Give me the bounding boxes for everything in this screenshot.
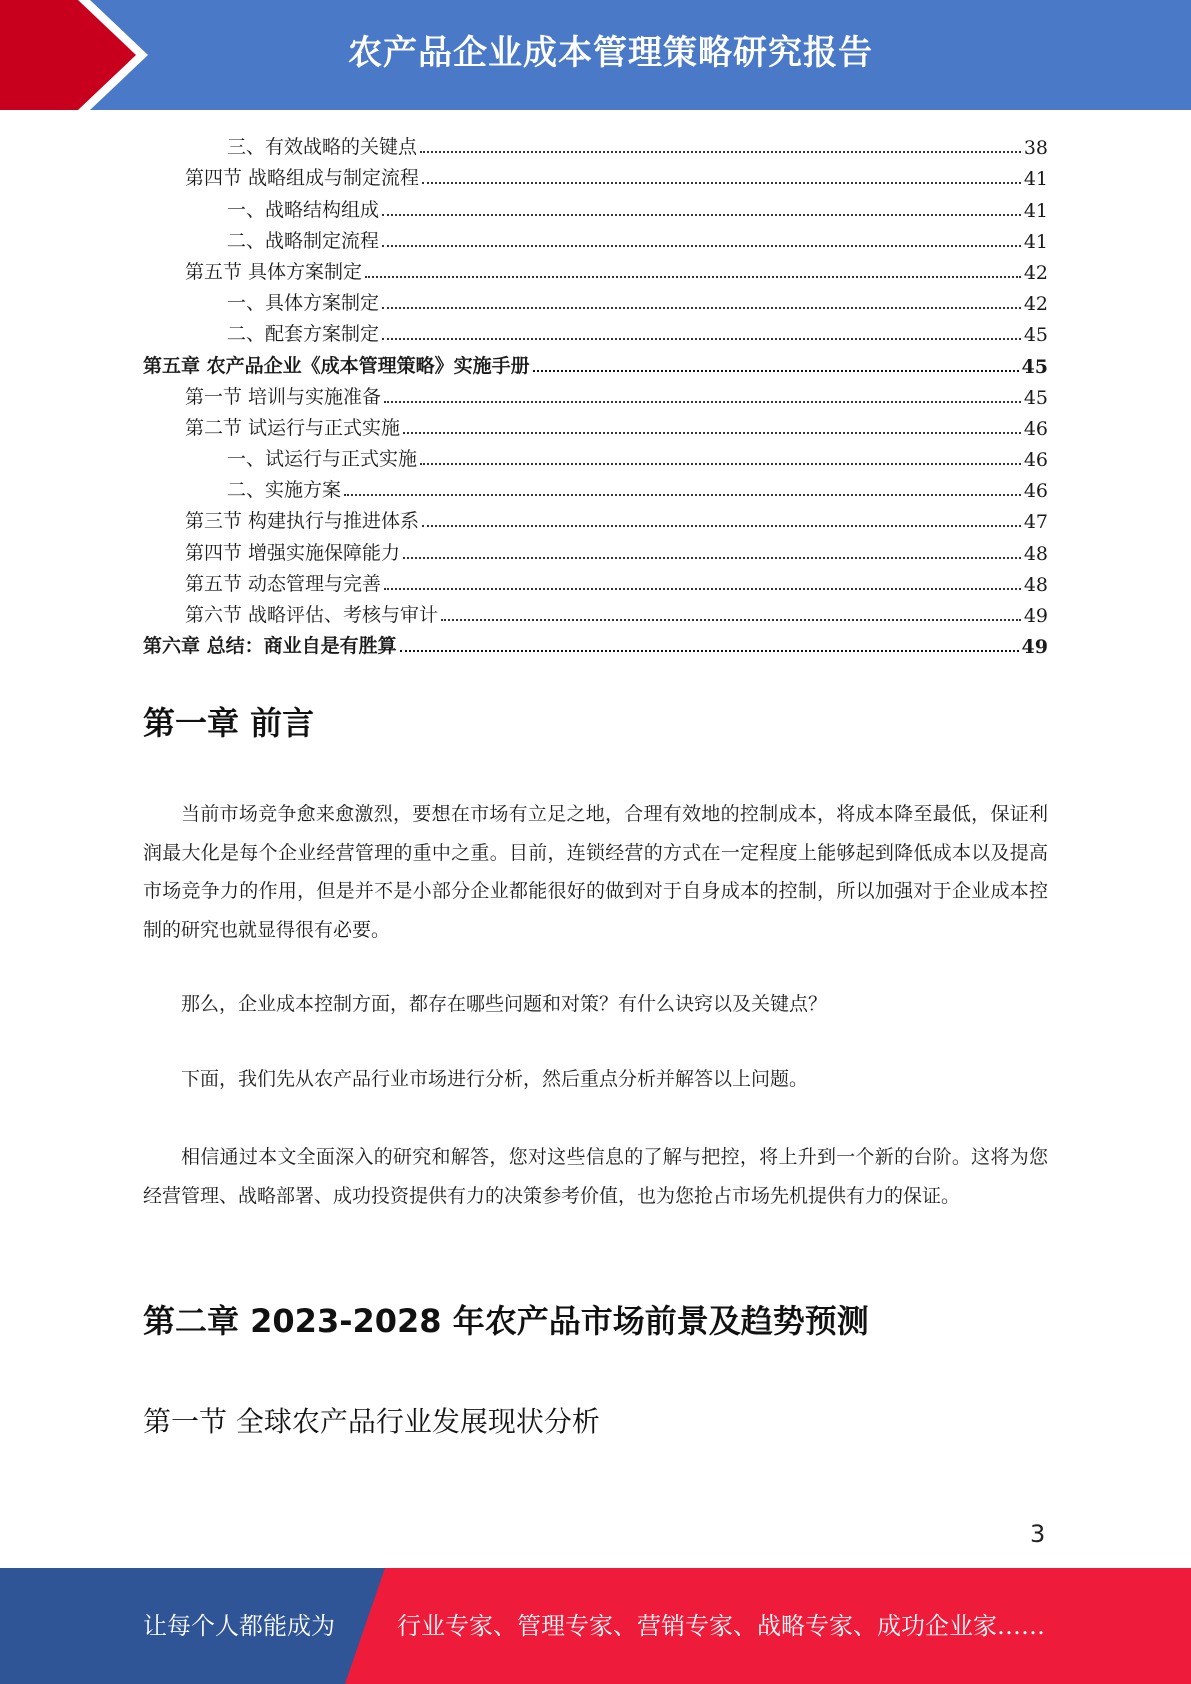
toc-entry-page: 42	[1023, 261, 1048, 284]
toc-entry[interactable]	[143, 222, 1048, 253]
toc-entry-page: 48	[1023, 542, 1048, 565]
toc-leader-dots	[403, 431, 1021, 434]
toc-entry-page: 46	[1023, 417, 1048, 440]
toc-entry-label: 第四节 增强实施保障能力	[185, 541, 401, 564]
toc-entry-label: 二、配套方案制定	[227, 323, 380, 346]
page-footer	[0, 1568, 1191, 1684]
table-of-contents	[143, 128, 1048, 658]
toc-entry-label: 第一节 培训与实施准备	[185, 385, 382, 408]
toc-entry-page: 47	[1023, 511, 1048, 534]
toc-entry[interactable]	[143, 627, 1048, 658]
paragraph-1: 当前市场竞争愈来愈激烈，要想在市场有立足之地，合理有效地的控制成本，将成本降至最低，保证利润最大化是每个企业经营管理的重中之重。目前，连锁经营的方式在一定程度上能够起到降低成本以及提高市场竞争力的作用，但是并不是小部分企业都能很好的做到对于自身成本的控制，所以加强对于企业成本控制的研究也就显得很有必要。	[143, 803, 1048, 941]
toc-entry[interactable]	[143, 159, 1048, 190]
toc-entry-label: 一、战略结构组成	[227, 198, 380, 221]
toc-entry-label: 第五章 农产品企业《成本管理策略》实施手册	[143, 354, 530, 377]
toc-entry-label: 一、试运行与正式实施	[227, 448, 418, 471]
toc-entry-page: 45	[1023, 386, 1048, 409]
toc-entry-label: 一、具体方案制定	[227, 292, 380, 315]
toc-entry[interactable]	[143, 471, 1048, 502]
toc-entry-label: 第五节 具体方案制定	[185, 260, 363, 283]
toc-entry[interactable]	[143, 565, 1048, 596]
page-number: 3	[1030, 1520, 1046, 1548]
toc-leader-dots	[441, 618, 1021, 621]
toc-entry-label: 第四节 战略组成与制定流程	[185, 167, 420, 190]
chapter-1-heading: 第一章 前言	[143, 704, 315, 742]
toc-entry[interactable]	[143, 190, 1048, 221]
report-title: 农产品企业成本管理策略研究报告	[348, 33, 873, 73]
toc-entry[interactable]	[143, 502, 1048, 533]
toc-entry-page: 49	[1021, 636, 1048, 659]
toc-leader-dots	[403, 556, 1021, 559]
toc-leader-dots	[365, 275, 1021, 278]
chapter-2-heading: 第二章 2023-2028 年农产品市场前景及趋势预测	[143, 1302, 869, 1340]
toc-entry-page: 41	[1023, 199, 1048, 222]
toc-leader-dots	[382, 213, 1021, 216]
toc-leader-dots	[384, 400, 1021, 403]
toc-entry[interactable]	[143, 346, 1048, 377]
toc-leader-dots	[400, 649, 1019, 652]
toc-entry[interactable]	[143, 533, 1048, 564]
paragraph-4: 相信通过本文全面深入的研究和解答，您对这些信息的了解与把控，将上升到一个新的台阶。这将为您经营管理、战略部署、成功投资提供有力的决策参考价值，也为您抢占市场先机提供有力的保证。	[143, 1146, 1048, 1207]
toc-entry-page: 46	[1023, 480, 1048, 503]
toc-leader-dots	[420, 462, 1021, 465]
toc-entry-page: 41	[1023, 168, 1048, 191]
section-1-heading: 第一节 全球农产品行业发展现状分析	[143, 1405, 600, 1438]
toc-entry-label: 第五节 动态管理与完善	[185, 572, 382, 595]
toc-entry-label: 第二节 试运行与正式实施	[185, 416, 401, 439]
toc-entry-label: 第六节 战略评估、考核与审计	[185, 604, 439, 626]
toc-leader-dots	[420, 150, 1021, 153]
toc-entry[interactable]	[143, 409, 1048, 440]
toc-entry[interactable]	[143, 378, 1048, 409]
toc-leader-dots	[382, 337, 1021, 340]
toc-entry-page: 49	[1023, 605, 1048, 627]
toc-entry-label: 二、实施方案	[227, 479, 342, 502]
toc-entry-label: 第三节 构建执行与推进体系	[185, 510, 420, 533]
paragraph-2: 那么，企业成本控制方面，都存在哪些问题和对策？有什么诀窍以及关键点？	[181, 993, 828, 1015]
toc-entry-label: 第六章 总结：商业自是有胜算	[143, 635, 397, 658]
toc-entry[interactable]	[143, 253, 1048, 284]
toc-leader-dots	[344, 493, 1021, 496]
toc-entry-page: 45	[1021, 355, 1048, 378]
toc-entry[interactable]	[143, 284, 1048, 315]
toc-entry-page: 41	[1023, 230, 1048, 253]
toc-leader-dots	[382, 306, 1021, 309]
toc-entry[interactable]	[143, 596, 1048, 627]
toc-entry-label: 二、战略制定流程	[227, 229, 380, 252]
page-header	[0, 0, 1191, 110]
toc-leader-dots	[533, 369, 1019, 372]
toc-leader-dots	[382, 244, 1021, 247]
toc-leader-dots	[384, 587, 1021, 590]
toc-entry-label: 三、有效战略的关键点	[227, 136, 418, 159]
toc-entry-page: 46	[1023, 449, 1048, 472]
toc-leader-dots	[422, 524, 1021, 527]
toc-entry-page: 42	[1023, 293, 1048, 316]
toc-entry-page: 38	[1023, 137, 1048, 160]
toc-entry-page: 48	[1023, 573, 1048, 596]
toc-leader-dots	[422, 181, 1021, 184]
toc-entry[interactable]	[143, 128, 1048, 159]
toc-entry[interactable]	[143, 440, 1048, 471]
toc-entry-page: 45	[1023, 324, 1048, 347]
footer-slogan-left: 让每个人都能成为	[143, 1612, 335, 1640]
paragraph-3: 下面，我们先从农产品行业市场进行分析，然后重点分析并解答以上问题。	[181, 1068, 809, 1090]
toc-entry[interactable]	[143, 315, 1048, 346]
footer-slogan-right: 行业专家、管理专家、营销专家、战略专家、成功企业家……	[397, 1612, 1045, 1640]
